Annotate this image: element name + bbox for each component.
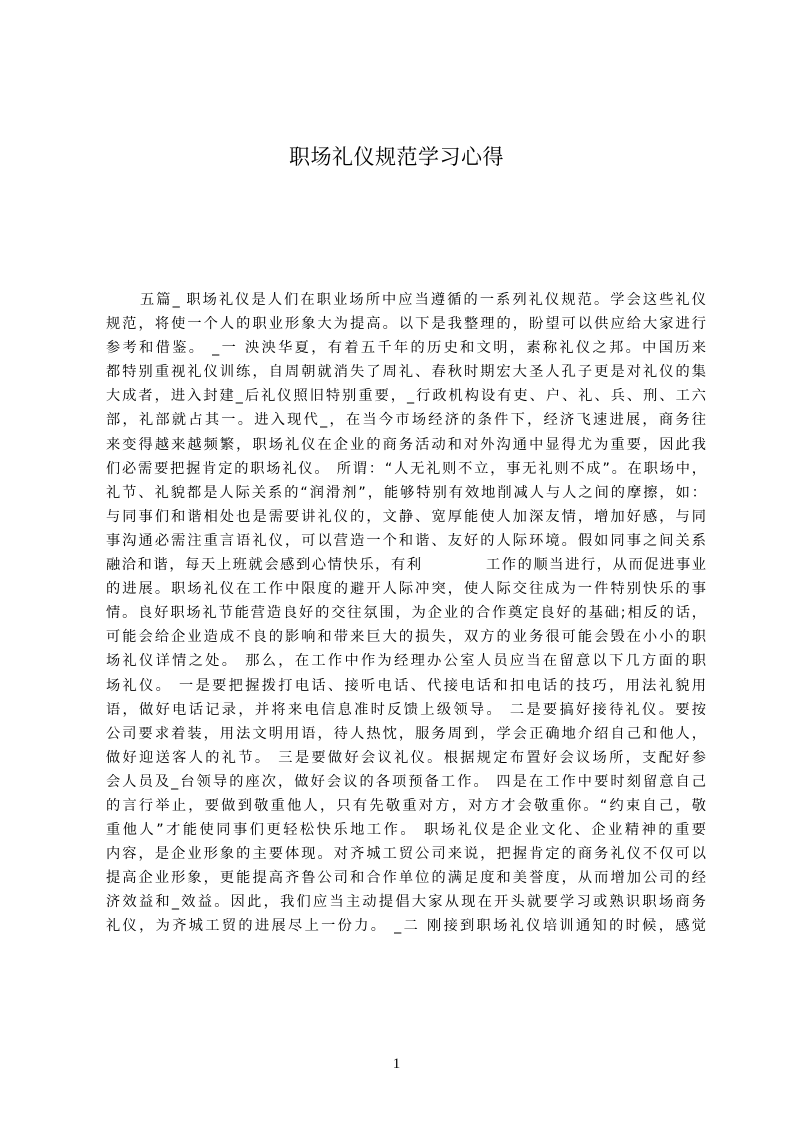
text-line: 场礼仪。 一是要把握拨打电话、接听电话、代接电话和扣电话的技巧，用法礼貌用 — [106, 677, 706, 694]
text-line: 公司要求着装，用法文明用语，待人热忱，服务周到，学会正确地介绍自己和他人， — [106, 725, 706, 742]
text-line: 提高企业形象，更能提高齐鲁公司和合作单位的满足度和美誉度，从而增加公司的经 — [106, 870, 706, 887]
text-line: 参考和借鉴。 _一 泱泱华夏，有着五千年的历史和文明，素称礼仪之邦。中国历来 — [106, 340, 706, 357]
text-line: 的言行举止，要做到敬重他人，只有先敬重对方，对方才会敬重你。“约束自己，敬 — [106, 797, 706, 814]
document-title: 职场礼仪规范学习心得 — [289, 145, 504, 169]
text-line: 可能会给企业造成不良的影响和带来巨大的损失，双方的业务很可能会毁在小小的职 — [106, 629, 706, 646]
text-line: 大成者，进入封建_后礼仪照旧特别重要，_行政机构设有吏、户、礼、兵、刑、工六 — [106, 388, 706, 405]
text-line: 济效益和_效益。因此，我们应当主动提倡大家从现在开头就要学习或熟识职场商务 — [106, 894, 706, 911]
text-line: 内容，是企业形象的主要体现。对齐城工贸公司来说，把握肯定的商务礼仪不仅可以 — [106, 846, 706, 863]
text-line: 事沟通必需注重言语礼仪，可以营造一个和谐、友好的人际环境。假如同事之间关系 — [106, 532, 706, 549]
text-line: 的进展。职场礼仪在工作中限度的避开人际冲突，使人际交往成为一件特别快乐的事 — [106, 581, 706, 598]
text-line: 部，礼部就占其一。进入现代_，在当今市场经济的条件下，经济飞速进展，商务往 — [106, 412, 706, 429]
page-number: 1 — [392, 1056, 401, 1072]
body-text — [106, 288, 706, 939]
text-line: 礼仪，为齐城工贸的进展尽上一份力。 _二 刚接到职场礼仪培训通知的时候，感觉 — [106, 918, 706, 935]
text-line: 会人员及_台领导的座次，做好会议的各项预备工作。 四是在工作中要时刻留意自己 — [106, 773, 706, 790]
text-line: 重他人”才能使同事们更轻松快乐地工作。 职场礼仪是企业文化、企业精神的重要 — [106, 822, 706, 839]
text-line: 场礼仪详情之处。 那么，在工作中作为经理办公室人员应当在留意以下几方面的职 — [106, 653, 706, 670]
text-line: 做好迎送客人的礼节。 三是要做好会议礼仪。根据规定布置好会议场所，支配好参 — [106, 749, 706, 766]
text-line: 情。良好职场礼节能营造良好的交往氛围，为企业的合作奠定良好的基础;相反的话， — [106, 605, 706, 622]
text-line: 五篇_ 职场礼仪是人们在职业场所中应当遵循的一系列礼仪规范。学会这些礼仪 — [140, 292, 706, 308]
text-line: 们必需要把握肯定的职场礼仪。 所谓：“人无礼则不立，事无礼则不成”。在职场中， — [106, 460, 706, 477]
text-line: 语，做好电话记录，并将来电信息准时反馈上级领导。 二是要搞好接待礼仪。要按 — [106, 701, 706, 718]
text-line: 融洽和谐，每天上班就会感到心情快乐，有利 工作的顺当进行，从而促进事业 — [106, 557, 706, 574]
text-line: 都特别重视礼仪训练，自周朝就消失了周礼、春秋时期宏大圣人孔子更是对礼仪的集 — [106, 364, 706, 381]
text-line: 礼节、礼貌都是人际关系的“润滑剂”，能够特别有效地削减人与人之间的摩擦，如： — [106, 484, 706, 501]
text-line: 与同事们和谐相处也是需要讲礼仪的，文静、宽厚能使人加深友情，增加好感，与同 — [106, 508, 706, 525]
text-line: 规范，将使一个人的职业形象大为提高。以下是我整理的，盼望可以供应给大家进行 — [106, 316, 706, 333]
text-line: 来变得越来越频繁，职场礼仪在企业的商务活动和对外沟通中显得尤为重要，因此我 — [106, 436, 706, 453]
